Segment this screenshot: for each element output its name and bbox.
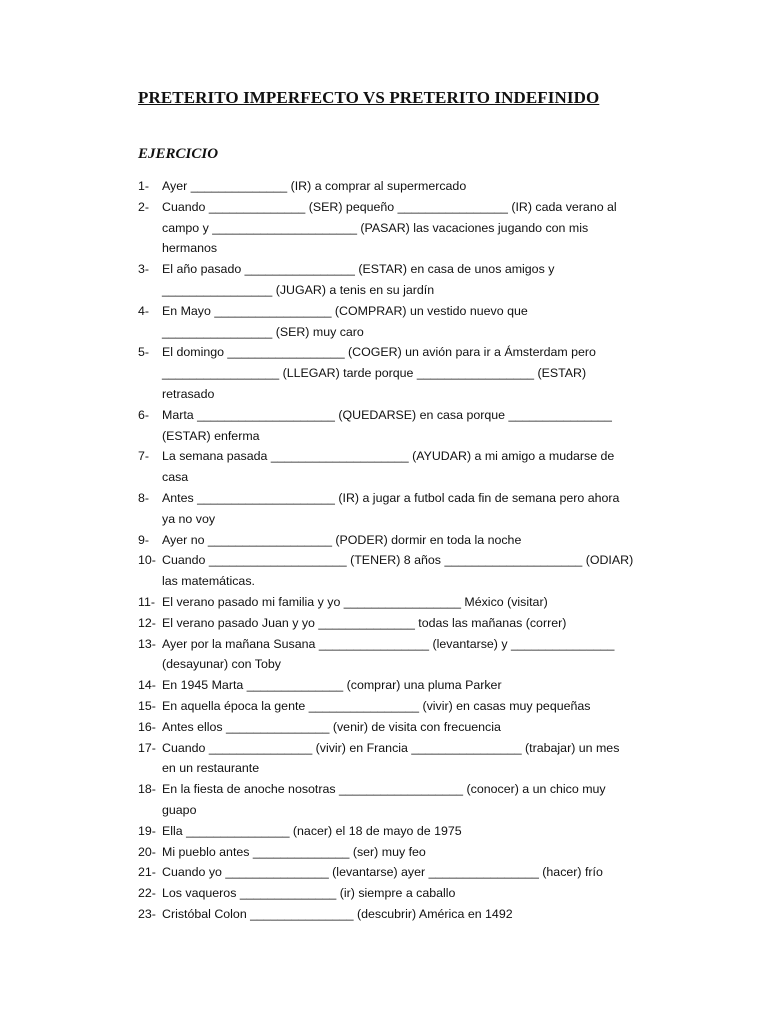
- exercise-number: 9-: [138, 532, 150, 547]
- exercise-list: [138, 176, 658, 925]
- exercise-item: [138, 675, 658, 696]
- exercise-line: Cristóbal Colon _______________ (descubrir) América en 1492: [162, 906, 513, 921]
- exercise-number: 3-: [138, 262, 150, 277]
- exercise-text: [162, 883, 652, 904]
- exercise-item: [138, 613, 658, 634]
- exercise-text: [162, 779, 652, 821]
- exercise-line: Mi pueblo antes ______________ (ser) muy feo: [162, 844, 426, 859]
- exercise-line: las matemáticas.: [162, 574, 255, 589]
- exercise-text: [162, 675, 652, 696]
- exercise-text: [162, 613, 652, 634]
- exercise-text: [162, 530, 652, 551]
- exercise-line: El año pasado ________________ (ESTAR) en casa de unos amigos y: [162, 262, 555, 277]
- exercise-item: [138, 634, 658, 676]
- exercise-line: Ayer no __________________ (PODER) dormir en toda la noche: [162, 532, 522, 547]
- exercise-item: [138, 738, 658, 780]
- exercise-item: [138, 197, 658, 259]
- exercise-number: 23-: [138, 906, 156, 921]
- exercise-number: 17-: [138, 740, 156, 755]
- exercise-number: 22-: [138, 886, 156, 901]
- exercise-text: [162, 301, 652, 343]
- exercise-line: La semana pasada ____________________ (AYUDAR) a mi amigo a mudarse de: [162, 449, 615, 464]
- exercise-item: [138, 488, 658, 530]
- exercise-line: Ayer ______________ (IR) a comprar al supermercado: [162, 179, 467, 193]
- exercise-text: [162, 696, 652, 717]
- exercise-line: (desayunar) con Toby: [162, 657, 281, 672]
- exercise-item: [138, 862, 658, 883]
- exercise-line: campo y _____________________ (PASAR) las vacaciones jugando con mis: [162, 220, 589, 235]
- exercise-item: [138, 883, 658, 904]
- exercise-text: [162, 405, 652, 447]
- exercise-text: [162, 717, 652, 738]
- exercise-line: Cuando yo _______________ (levantarse) ayer ________________ (hacer) frío: [162, 865, 603, 880]
- exercise-line: retrasado: [162, 386, 215, 401]
- exercise-text: [162, 842, 652, 863]
- exercise-text: [162, 550, 652, 592]
- exercise-item: [138, 696, 658, 717]
- page-title: PRETERITO IMPERFECTO VS PRETERITO INDEFINIDO: [138, 88, 600, 107]
- exercise-text: [162, 197, 652, 259]
- exercise-number: 20-: [138, 844, 156, 859]
- exercise-line: En Mayo _________________ (COMPRAR) un vestido nuevo que: [162, 303, 528, 318]
- exercise-number: 4-: [138, 303, 150, 318]
- exercise-line: Cuando ______________ (SER) pequeño ________________ (IR) cada verano al: [162, 199, 617, 214]
- exercise-item: [138, 779, 658, 821]
- exercise-number: 6-: [138, 407, 150, 422]
- exercise-item: [138, 301, 658, 343]
- exercise-line: Antes ____________________ (IR) a jugar a futbol cada fin de semana pero ahora: [162, 490, 620, 505]
- exercise-number: 11-: [138, 594, 155, 609]
- exercise-item: [138, 405, 658, 447]
- exercise-line: En 1945 Marta ______________ (comprar) una pluma Parker: [162, 678, 502, 693]
- exercise-line: En la fiesta de anoche nosotras __________________ (conocer) a un chico muy: [162, 782, 606, 797]
- exercise-line: (ESTAR) enferma: [162, 428, 260, 443]
- exercise-number: 7-: [138, 449, 150, 464]
- exercise-item: [138, 446, 658, 488]
- exercise-item: [138, 592, 658, 613]
- exercise-number: 19-: [138, 823, 156, 838]
- exercise-line: hermanos: [162, 241, 218, 256]
- exercise-number: 2-: [138, 199, 150, 214]
- exercise-line: casa: [162, 470, 189, 485]
- exercise-number: 13-: [138, 636, 156, 651]
- exercise-line: Ella _______________ (nacer) el 18 de mayo de 1975: [162, 823, 462, 838]
- exercise-item: [138, 259, 658, 301]
- exercise-item: [138, 342, 658, 404]
- exercise-line: ya no voy: [162, 511, 216, 526]
- exercise-line: El verano pasado mi familia y yo _________________ México (visitar): [162, 594, 548, 609]
- exercise-number: 18-: [138, 782, 156, 797]
- exercise-number: 16-: [138, 719, 156, 734]
- exercise-line: ________________ (SER) muy caro: [162, 324, 364, 339]
- exercise-line: Cuando ____________________ (TENER) 8 años ____________________ (ODIAR): [162, 553, 634, 568]
- exercise-text: [162, 259, 652, 301]
- exercise-item: [138, 176, 658, 197]
- exercise-line: en un restaurante: [162, 761, 260, 776]
- exercise-text: [162, 446, 652, 488]
- exercise-line: guapo: [162, 802, 197, 817]
- exercise-text: [162, 738, 652, 780]
- exercise-text: [162, 176, 652, 197]
- exercise-text: [162, 488, 652, 530]
- exercise-number: 5-: [138, 345, 150, 360]
- exercise-item: [138, 904, 658, 925]
- exercise-number: 14-: [138, 678, 156, 693]
- exercise-text: [162, 904, 652, 925]
- exercise-line: Los vaqueros ______________ (ir) siempre a caballo: [162, 886, 456, 901]
- exercise-number: 15-: [138, 698, 156, 713]
- exercise-line: Marta ____________________ (QUEDARSE) en casa porque _______________: [162, 407, 612, 422]
- exercise-number: 1-: [138, 179, 150, 193]
- exercise-line: Antes ellos _______________ (venir) de visita con frecuencia: [162, 719, 501, 734]
- exercise-line: El domingo _________________ (COGER) un avión para ir a Ámsterdam pero: [162, 345, 596, 360]
- exercise-number: 8-: [138, 490, 150, 505]
- exercise-item: [138, 530, 658, 551]
- exercise-text: [162, 592, 652, 613]
- exercise-line: Ayer por la mañana Susana ________________ (levantarse) y _______________: [162, 636, 615, 651]
- section-heading: EJERCICIO: [138, 146, 219, 162]
- exercise-text: [162, 862, 652, 883]
- exercise-item: [138, 550, 658, 592]
- exercise-text: [162, 634, 652, 676]
- exercise-item: [138, 717, 658, 738]
- exercise-item: [138, 821, 658, 842]
- exercise-item: [138, 842, 658, 863]
- exercise-number: 10-: [138, 553, 156, 568]
- exercise-line: El verano pasado Juan y yo ______________ todas las mañanas (correr): [162, 615, 567, 630]
- exercise-line: Cuando _______________ (vivir) en Francia ________________ (trabajar) un mes: [162, 740, 620, 755]
- exercise-text: [162, 342, 652, 404]
- exercise-text: [162, 821, 652, 842]
- exercise-line: ________________ (JUGAR) a tenis en su jardín: [162, 282, 435, 297]
- exercise-number: 21-: [138, 865, 156, 880]
- exercise-line: _________________ (LLEGAR) tarde porque _________________ (ESTAR): [162, 366, 587, 381]
- exercise-number: 12-: [138, 615, 156, 630]
- exercise-line: En aquella época la gente ________________ (vivir) en casas muy pequeñas: [162, 698, 591, 713]
